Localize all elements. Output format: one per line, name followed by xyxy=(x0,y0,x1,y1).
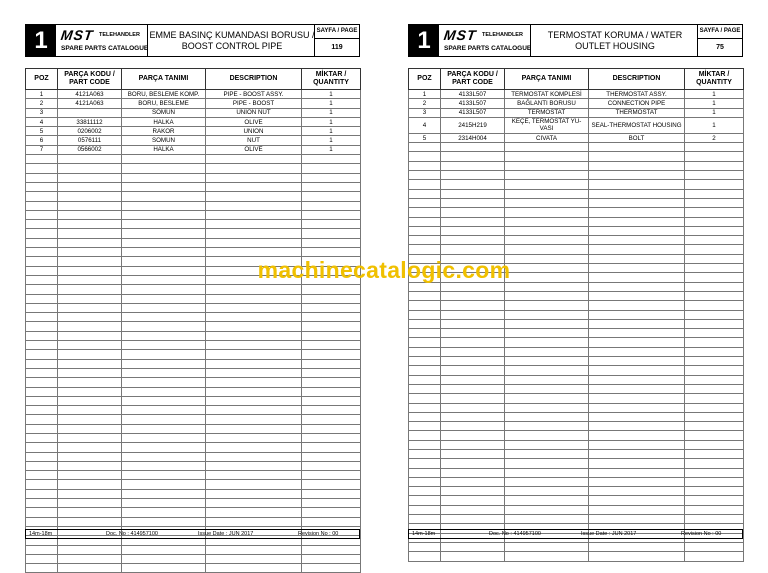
page-footer xyxy=(408,529,743,539)
cell-description: SEAL-THERMOSTAT HOUSING xyxy=(589,117,685,133)
cell-quantity: 1 xyxy=(302,127,361,136)
cell-poz: 3 xyxy=(409,108,441,117)
table-row xyxy=(26,99,361,108)
section-number: 1 xyxy=(409,25,439,56)
empty-table-row xyxy=(409,449,744,458)
brand-block xyxy=(440,25,531,56)
cell-part-code: 4133L507 xyxy=(441,99,505,108)
table-row xyxy=(26,117,361,126)
empty-table-row xyxy=(409,347,744,356)
cell-quantity: 1 xyxy=(302,90,361,99)
empty-table-row xyxy=(409,329,744,338)
cell-description: BOLT xyxy=(589,133,685,142)
empty-table-row xyxy=(409,310,744,319)
footer-doc-no: Doc. No : 414957100 xyxy=(489,531,541,537)
empty-table-row xyxy=(409,198,744,207)
col-part-code xyxy=(441,69,505,90)
cell-description: UNION xyxy=(206,127,302,136)
table-row xyxy=(26,136,361,145)
footer-doc-no: Doc. No : 414957100 xyxy=(106,531,158,537)
page-footer xyxy=(25,529,360,539)
empty-table-row xyxy=(26,554,361,563)
empty-table-row xyxy=(26,396,361,405)
col-part-code xyxy=(58,69,122,90)
cell-parca-tanimi: SOMUN xyxy=(122,136,206,145)
empty-table-row xyxy=(409,468,744,477)
cell-quantity: 1 xyxy=(685,117,744,133)
cell-part-code: 0566002 xyxy=(58,145,122,154)
empty-table-row xyxy=(26,452,361,461)
title-line-1: TERMOSTAT KORUMA / WATER xyxy=(547,29,683,40)
catalogue-label: SPARE PARTS CATALOGUE xyxy=(61,45,149,52)
page-number-box xyxy=(697,25,742,56)
empty-table-row xyxy=(409,552,744,561)
footer-model: 14m-18m xyxy=(29,531,53,537)
cell-quantity: 1 xyxy=(302,136,361,145)
cell-description: THERMOSTAT xyxy=(589,108,685,117)
cell-poz: 1 xyxy=(409,90,441,99)
table-row xyxy=(409,99,744,108)
page-number: 119 xyxy=(331,44,343,51)
col-part-code-line-2: PART CODE xyxy=(452,79,493,86)
empty-table-row xyxy=(409,143,744,152)
empty-table-row xyxy=(26,210,361,219)
cell-description: PIPE - BOOST ASSY. xyxy=(206,90,302,99)
empty-table-row xyxy=(26,238,361,247)
mst-logo: MST xyxy=(59,27,95,43)
empty-table-row xyxy=(409,291,744,300)
cell-poz: 3 xyxy=(26,108,58,117)
table-row xyxy=(26,127,361,136)
empty-table-row xyxy=(409,161,744,170)
cell-parca-tanimi: CIVATA xyxy=(505,133,589,142)
cell-description: PIPE - BOOST xyxy=(206,99,302,108)
empty-table-row xyxy=(26,322,361,331)
empty-table-row xyxy=(409,496,744,505)
cell-part-code: 0576111 xyxy=(58,136,122,145)
empty-table-row xyxy=(409,394,744,403)
empty-table-row xyxy=(26,359,361,368)
cell-quantity: 1 xyxy=(302,117,361,126)
empty-table-row xyxy=(26,461,361,470)
empty-table-row xyxy=(26,508,361,517)
empty-table-row xyxy=(26,499,361,508)
empty-table-row xyxy=(26,229,361,238)
table-header xyxy=(409,69,744,90)
empty-table-row xyxy=(409,542,744,551)
cell-parca-tanimi: BORU, BESLEME xyxy=(122,99,206,108)
empty-table-row xyxy=(26,406,361,415)
empty-table-row xyxy=(26,517,361,526)
col-part-code-line-1: PARÇA KODU / xyxy=(64,71,115,78)
cell-quantity: 1 xyxy=(685,108,744,117)
cell-part-code: 2415H219 xyxy=(441,117,505,133)
cell-quantity: 2 xyxy=(685,133,744,142)
logo-subtitle: TELEHANDLER xyxy=(482,32,523,38)
cell-parca-tanimi: KEÇE, TERMOSTAT YU-VASI xyxy=(505,117,589,133)
footer-issue-date: Issue Date : JUN 2017 xyxy=(198,531,254,537)
cell-parca-tanimi: TERMOSTAT xyxy=(505,108,589,117)
cell-description: OLIVE xyxy=(206,117,302,126)
empty-table-row xyxy=(26,433,361,442)
empty-table-row xyxy=(409,208,744,217)
empty-table-row xyxy=(409,180,744,189)
empty-table-row xyxy=(26,564,361,573)
page-title xyxy=(531,25,699,56)
catalogue-label: SPARE PARTS CATALOGUE xyxy=(444,45,532,52)
empty-table-row xyxy=(26,294,361,303)
table-row xyxy=(26,108,361,117)
col-quantity-line-1: MİKTAR / xyxy=(315,71,347,78)
cell-quantity: 1 xyxy=(302,108,361,117)
page-number-box xyxy=(314,25,359,56)
col-quantity xyxy=(685,69,744,90)
cell-quantity: 1 xyxy=(302,145,361,154)
col-quantity-line-2: QUANTITY xyxy=(313,79,349,86)
empty-table-row xyxy=(409,152,744,161)
empty-table-row xyxy=(26,192,361,201)
table-row xyxy=(409,117,744,133)
empty-table-row xyxy=(409,217,744,226)
empty-table-row xyxy=(26,220,361,229)
table-row xyxy=(409,133,744,142)
logo-subtitle: TELEHANDLER xyxy=(99,32,140,38)
cell-description: CONNECTION PIPE xyxy=(589,99,685,108)
empty-table-row xyxy=(26,387,361,396)
empty-table-row xyxy=(409,338,744,347)
title-line-2: BOOST CONTROL PIPE xyxy=(181,40,283,51)
empty-table-row xyxy=(409,422,744,431)
col-quantity-line-1: MİKTAR / xyxy=(698,71,730,78)
col-part-code-line-1: PARÇA KODU / xyxy=(447,71,498,78)
col-description: DESCRIPTION xyxy=(206,69,302,90)
empty-table-row xyxy=(409,477,744,486)
empty-table-row xyxy=(409,440,744,449)
cell-poz: 4 xyxy=(409,117,441,133)
empty-table-row xyxy=(409,515,744,524)
empty-table-row xyxy=(409,375,744,384)
page-label: SAYFA / PAGE xyxy=(698,25,742,39)
empty-table-row xyxy=(409,245,744,254)
title-line-1: EMME BASINÇ KUMANDASI BORUSU / xyxy=(149,29,315,40)
page-header xyxy=(25,24,360,57)
cell-quantity: 1 xyxy=(302,99,361,108)
col-quantity-line-2: QUANTITY xyxy=(696,79,732,86)
empty-table-row xyxy=(26,424,361,433)
empty-table-row xyxy=(409,459,744,468)
page-label: SAYFA / PAGE xyxy=(315,25,359,39)
watermark: machinecatalogic.com xyxy=(257,257,511,283)
empty-table-row xyxy=(409,505,744,514)
empty-table-row xyxy=(26,415,361,424)
empty-table-row xyxy=(409,487,744,496)
cell-poz: 1 xyxy=(26,90,58,99)
empty-table-row xyxy=(409,384,744,393)
footer-revision: Revision No : 00 xyxy=(681,531,722,537)
cell-description: THERMOSTAT ASSY. xyxy=(589,90,685,99)
table-row xyxy=(26,90,361,99)
empty-table-row xyxy=(26,350,361,359)
table-row xyxy=(409,108,744,117)
cell-poz: 2 xyxy=(409,99,441,108)
col-poz: POZ xyxy=(409,69,441,90)
parts-table xyxy=(25,68,361,573)
empty-table-row xyxy=(26,545,361,554)
empty-table-row xyxy=(26,303,361,312)
col-poz: POZ xyxy=(26,69,58,90)
empty-table-row xyxy=(26,155,361,164)
cell-part-code: 4133L507 xyxy=(441,108,505,117)
empty-table-row xyxy=(409,431,744,440)
cell-poz: 6 xyxy=(26,136,58,145)
cell-part-code: 2314H004 xyxy=(441,133,505,142)
empty-table-row xyxy=(26,201,361,210)
empty-table-row xyxy=(26,285,361,294)
empty-table-row xyxy=(26,368,361,377)
empty-table-row xyxy=(409,366,744,375)
table-header xyxy=(26,69,361,90)
cell-description: UNION NUT xyxy=(206,108,302,117)
cell-quantity: 1 xyxy=(685,90,744,99)
empty-table-row xyxy=(409,319,744,328)
cell-part-code: 4121A063 xyxy=(58,90,122,99)
brand-block xyxy=(57,25,148,56)
empty-table-row xyxy=(409,403,744,412)
title-line-2: OUTLET HOUSING xyxy=(575,40,655,51)
empty-table-row xyxy=(26,313,361,322)
empty-table-row xyxy=(26,164,361,173)
cell-part-code xyxy=(58,108,122,117)
col-part-code-line-2: PART CODE xyxy=(69,79,110,86)
cell-parca-tanimi: TERMOSTAT KOMPLESİ xyxy=(505,90,589,99)
mst-logo: MST xyxy=(442,27,478,43)
cell-part-code: 4133L507 xyxy=(441,90,505,99)
parts-table xyxy=(408,68,744,562)
col-parca-tanimi: PARÇA TANIMI xyxy=(505,69,589,90)
empty-table-row xyxy=(409,189,744,198)
empty-table-row xyxy=(26,480,361,489)
cell-parca-tanimi: SOMUN xyxy=(122,108,206,117)
empty-table-row xyxy=(409,301,744,310)
table-row xyxy=(409,90,744,99)
footer-issue-date: Issue Date : JUN 2017 xyxy=(581,531,637,537)
cell-poz: 5 xyxy=(409,133,441,142)
empty-table-row xyxy=(26,331,361,340)
empty-table-row xyxy=(409,412,744,421)
empty-table-row xyxy=(409,226,744,235)
empty-table-row xyxy=(26,173,361,182)
cell-quantity: 1 xyxy=(685,99,744,108)
cell-poz: 4 xyxy=(26,117,58,126)
cell-description: OLIVE xyxy=(206,145,302,154)
empty-table-row xyxy=(26,182,361,191)
cell-parca-tanimi: HALKA xyxy=(122,145,206,154)
col-quantity xyxy=(302,69,361,90)
cell-poz: 5 xyxy=(26,127,58,136)
table-row xyxy=(26,145,361,154)
cell-poz: 7 xyxy=(26,145,58,154)
page-number: 75 xyxy=(716,44,724,51)
empty-table-row xyxy=(26,443,361,452)
empty-table-row xyxy=(26,248,361,257)
page-title xyxy=(148,25,316,56)
cell-description: NUT xyxy=(206,136,302,145)
cell-parca-tanimi: BORU, BESLEME KOMP. xyxy=(122,90,206,99)
cell-part-code: 4121A063 xyxy=(58,99,122,108)
col-description: DESCRIPTION xyxy=(589,69,685,90)
empty-table-row xyxy=(26,378,361,387)
cell-part-code: 33811112 xyxy=(58,117,122,126)
cell-part-code: 0206002 xyxy=(58,127,122,136)
page-header xyxy=(408,24,743,57)
empty-table-row xyxy=(26,471,361,480)
empty-table-row xyxy=(409,171,744,180)
empty-table-row xyxy=(409,357,744,366)
cell-parca-tanimi: RAKOR xyxy=(122,127,206,136)
cell-parca-tanimi: HALKA xyxy=(122,117,206,126)
cell-poz: 2 xyxy=(26,99,58,108)
cell-parca-tanimi: BAĞLANTI BORUSU xyxy=(505,99,589,108)
col-parca-tanimi: PARÇA TANIMI xyxy=(122,69,206,90)
footer-model: 14m-18m xyxy=(412,531,436,537)
section-number: 1 xyxy=(26,25,56,56)
empty-table-row xyxy=(26,489,361,498)
footer-revision: Revision No : 00 xyxy=(298,531,339,537)
empty-table-row xyxy=(26,341,361,350)
empty-table-row xyxy=(409,236,744,245)
